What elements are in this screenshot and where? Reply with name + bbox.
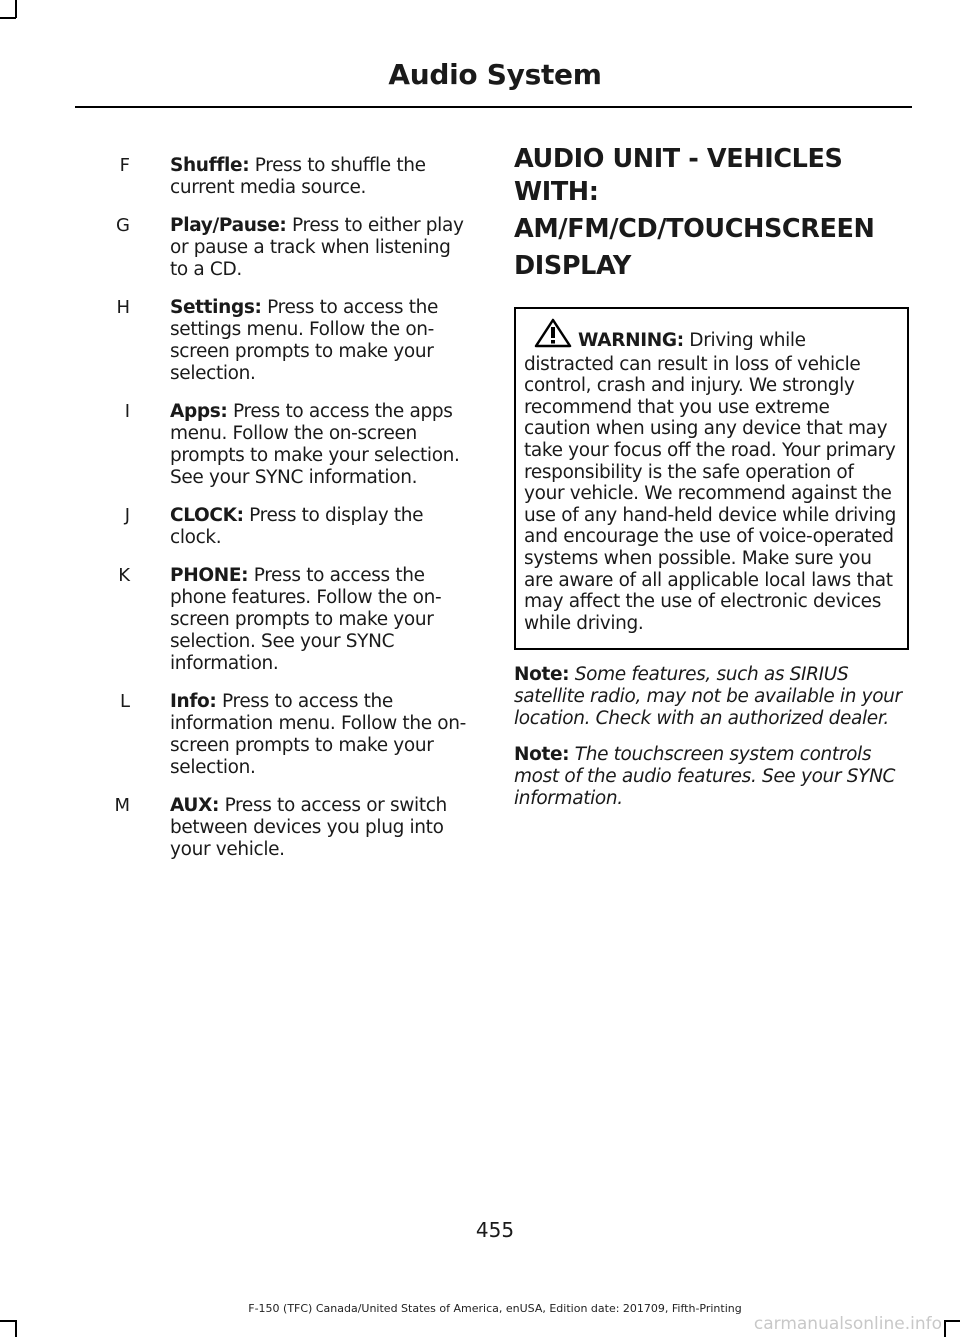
page-number: 455 xyxy=(475,1218,515,1242)
item-description xyxy=(170,795,470,861)
item-letter: G xyxy=(116,215,130,236)
list-item xyxy=(90,795,475,861)
item-term: AUX: xyxy=(170,795,220,816)
item-term: CLOCK: xyxy=(170,505,244,526)
warning-box xyxy=(514,307,909,650)
crop-mark xyxy=(944,1320,960,1322)
item-term: Info: xyxy=(170,691,217,712)
item-text: Press to access the phone features. Follow the on-screen prompts to make your selection. See your SYNC information. xyxy=(170,565,442,674)
item-description xyxy=(170,401,470,489)
item-description xyxy=(170,565,470,675)
right-column xyxy=(514,143,910,810)
note xyxy=(514,744,910,810)
list-item xyxy=(90,691,475,779)
item-text: Press to shuffle the current media source. xyxy=(170,155,426,198)
item-text: Press to access the settings menu. Follow the on-screen prompts to make your selection. xyxy=(170,297,439,384)
control-list xyxy=(90,155,475,877)
item-term: Settings: xyxy=(170,297,262,318)
note-label: Note: xyxy=(514,664,570,686)
list-item xyxy=(90,505,475,549)
section-heading-line: DISPLAY xyxy=(514,251,631,281)
item-description xyxy=(170,505,470,549)
crop-mark xyxy=(944,1320,946,1337)
item-letter: L xyxy=(119,691,130,712)
list-item xyxy=(90,155,475,199)
item-text: Press to access or switch between devices you plug into your vehicle. xyxy=(170,795,447,860)
item-description xyxy=(170,691,470,779)
list-item xyxy=(90,215,475,281)
item-description xyxy=(170,297,470,385)
list-item xyxy=(90,565,475,675)
item-term: Play/Pause: xyxy=(170,215,287,236)
warning-triangle-icon xyxy=(534,318,572,354)
item-term: PHONE: xyxy=(170,565,249,586)
warning-label: WARNING: xyxy=(578,330,684,351)
item-term: Apps: xyxy=(170,401,228,422)
note-text: Some features, such as SIRIUS satellite radio, may not be available in your location. Check with an authorized dealer. xyxy=(514,664,902,730)
item-description xyxy=(170,155,470,199)
note-text: The touchscreen system controls most of the audio features. See your SYNC information. xyxy=(514,744,896,810)
item-term: Shuffle: xyxy=(170,155,250,176)
crop-mark xyxy=(0,1320,16,1322)
section-heading-line: AUDIO UNIT - VEHICLES WITH: xyxy=(514,144,843,207)
header-rule xyxy=(75,106,912,108)
crop-mark xyxy=(0,17,16,19)
section-heading xyxy=(514,143,910,283)
page-header-title: Audio System xyxy=(388,58,602,91)
item-letter: H xyxy=(116,297,130,318)
watermark: carmanualsonline.info xyxy=(753,1314,942,1334)
section-heading-line: AM/FM/CD/TOUCHSCREEN xyxy=(514,214,875,244)
footer-text: F-150 (TFC) Canada/United States of America, enUSA, Edition date: 201709, Fifth-Printing xyxy=(248,1302,742,1315)
item-letter: F xyxy=(119,155,130,176)
item-letter: I xyxy=(124,401,130,422)
crop-mark xyxy=(15,0,17,18)
list-item xyxy=(90,401,475,489)
item-text: Press to access the information menu. Follow the on-screen prompts to make your selection. xyxy=(170,691,466,778)
item-letter: M xyxy=(114,795,130,816)
list-item xyxy=(90,297,475,385)
item-text: Press to either play or pause a track when listening to a CD. xyxy=(170,215,464,280)
item-letter: J xyxy=(124,505,130,526)
note xyxy=(514,664,910,730)
item-description xyxy=(170,215,470,281)
item-letter: K xyxy=(118,565,130,586)
warning-text: Driving while distracted can result in loss of vehicle control, crash and injury. We strongly recommend that you use extreme caution when using any device that may take your focus off the road. Your primary responsibility is the safe operation of your vehicle. We recommend against the use of any hand-held device while driving and encourage the use of voice-operated systems when possible. Make sure you are aware of all applicable local laws that may affect the use of electronic devices while driving. xyxy=(524,330,897,634)
item-text: Press to display the clock. xyxy=(170,505,424,548)
item-text: Press to access the apps menu. Follow the on-screen prompts to make your selection. See your SYNC information. xyxy=(170,401,460,488)
note-label: Note: xyxy=(514,744,570,766)
crop-mark xyxy=(15,1320,17,1337)
